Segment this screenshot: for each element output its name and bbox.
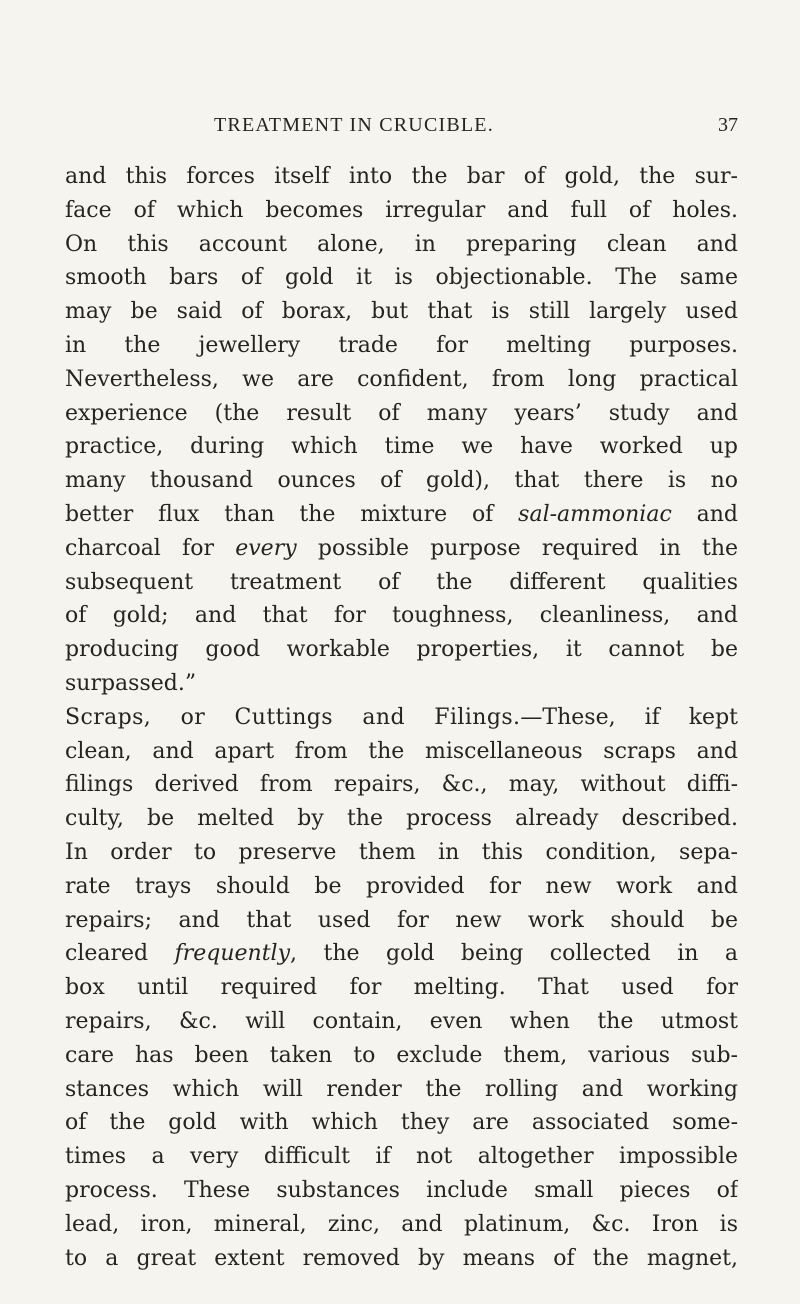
running-title: TREATMENT IN CRUCIBLE. [214, 114, 494, 136]
text-line [65, 194, 738, 228]
text-line [65, 971, 738, 1005]
text-line [65, 430, 738, 464]
text-segment: In order to preserve them in this condition, sepa- [65, 839, 738, 865]
text-segment: many thousand ounces of gold), that there is no [65, 468, 738, 494]
text-segment: stances which will render the rolling and working [65, 1076, 738, 1102]
text-line [65, 1242, 738, 1276]
text-segment: —These, if kept [520, 704, 738, 730]
text-segment: clean, and apart from the miscellaneous scraps and [65, 738, 738, 764]
text-segment: box until required for melting. That used for [65, 975, 738, 1001]
text-line [65, 633, 738, 667]
text-segment: times a very difficult if not altogether impossible [65, 1144, 738, 1170]
text-segment: smooth bars of gold it is objectionable. The same [65, 265, 738, 291]
text-segment: surpassed.” [65, 670, 197, 696]
section-heading: Scraps, or Cuttings and Filings. [65, 704, 521, 730]
text-line [65, 599, 738, 633]
text-line [65, 1208, 738, 1242]
text-line [65, 836, 738, 870]
text-line [65, 667, 738, 701]
text-line [65, 1005, 738, 1039]
text-line [65, 329, 738, 363]
running-head [65, 114, 738, 144]
text-line [65, 904, 738, 938]
text-line [65, 1039, 738, 1073]
text-segment: possible purpose required in the [296, 535, 738, 561]
text-line [65, 701, 738, 735]
text-line [65, 160, 738, 194]
italic-text: sal-ammoniac [518, 501, 672, 527]
italic-text: every [235, 535, 297, 561]
text-segment: care has been taken to exclude them, various sub- [65, 1042, 738, 1068]
text-segment: experience (the result of many years’ study and [65, 400, 738, 426]
text-line [65, 768, 738, 802]
text-line [65, 802, 738, 836]
text-segment: face of which becomes irregular and full of holes. [65, 197, 738, 223]
text-line [65, 1174, 738, 1208]
text-line [65, 295, 738, 329]
text-line [65, 397, 738, 431]
text-segment: lead, iron, mineral, zinc, and platinum, &c. Iron is [65, 1211, 738, 1237]
text-line [65, 228, 738, 262]
text-segment: of gold; and that for toughness, cleanliness, and [65, 603, 738, 629]
text-segment: filings derived from repairs, &c., may, without diffi- [65, 772, 738, 798]
text-line [65, 870, 738, 904]
text-segment: Nevertheless, we are confident, from long practical [65, 366, 738, 392]
text-segment: may be said of borax, but that is still largely used [65, 299, 738, 325]
page-number: 37 [718, 114, 738, 136]
text-segment: producing good workable properties, it cannot be [65, 637, 738, 663]
body-text [65, 160, 738, 1275]
text-segment: repairs; and that used for new work should be [65, 907, 738, 933]
text-segment: repairs, &c. will contain, even when the utmost [65, 1008, 738, 1034]
text-line [65, 532, 738, 566]
text-segment: subsequent treatment of the different qualities [65, 569, 738, 595]
text-line [65, 261, 738, 295]
text-segment: better flux than the mixture of [65, 501, 519, 527]
text-segment: On this account alone, in preparing clean and [65, 231, 738, 257]
text-segment: process. These substances include small pieces of [65, 1177, 738, 1203]
text-segment: and [671, 501, 738, 527]
text-segment: practice, during which time we have worked up [65, 434, 738, 460]
text-segment: charcoal for [65, 535, 236, 561]
text-line [65, 566, 738, 600]
text-line [65, 464, 738, 498]
text-line [65, 1140, 738, 1174]
text-segment: and this forces itself into the bar of gold, the sur- [65, 164, 738, 189]
text-segment: of the gold with which they are associated some- [65, 1110, 738, 1136]
text-segment: cleared [65, 941, 175, 967]
text-line [65, 363, 738, 397]
text-line [65, 498, 738, 532]
text-segment: rate trays should be provided for new work and [65, 873, 738, 899]
text-line [65, 735, 738, 769]
text-line [65, 1073, 738, 1107]
text-line [65, 937, 738, 971]
text-segment: culty, be melted by the process already described. [65, 806, 738, 832]
text-segment: to a great extent removed by means of the magnet, [65, 1245, 738, 1271]
italic-text: frequently [174, 941, 291, 967]
text-line [65, 1106, 738, 1140]
text-segment: , the gold being collected in a [290, 941, 738, 967]
text-segment: in the jewellery trade for melting purposes. [65, 332, 738, 358]
